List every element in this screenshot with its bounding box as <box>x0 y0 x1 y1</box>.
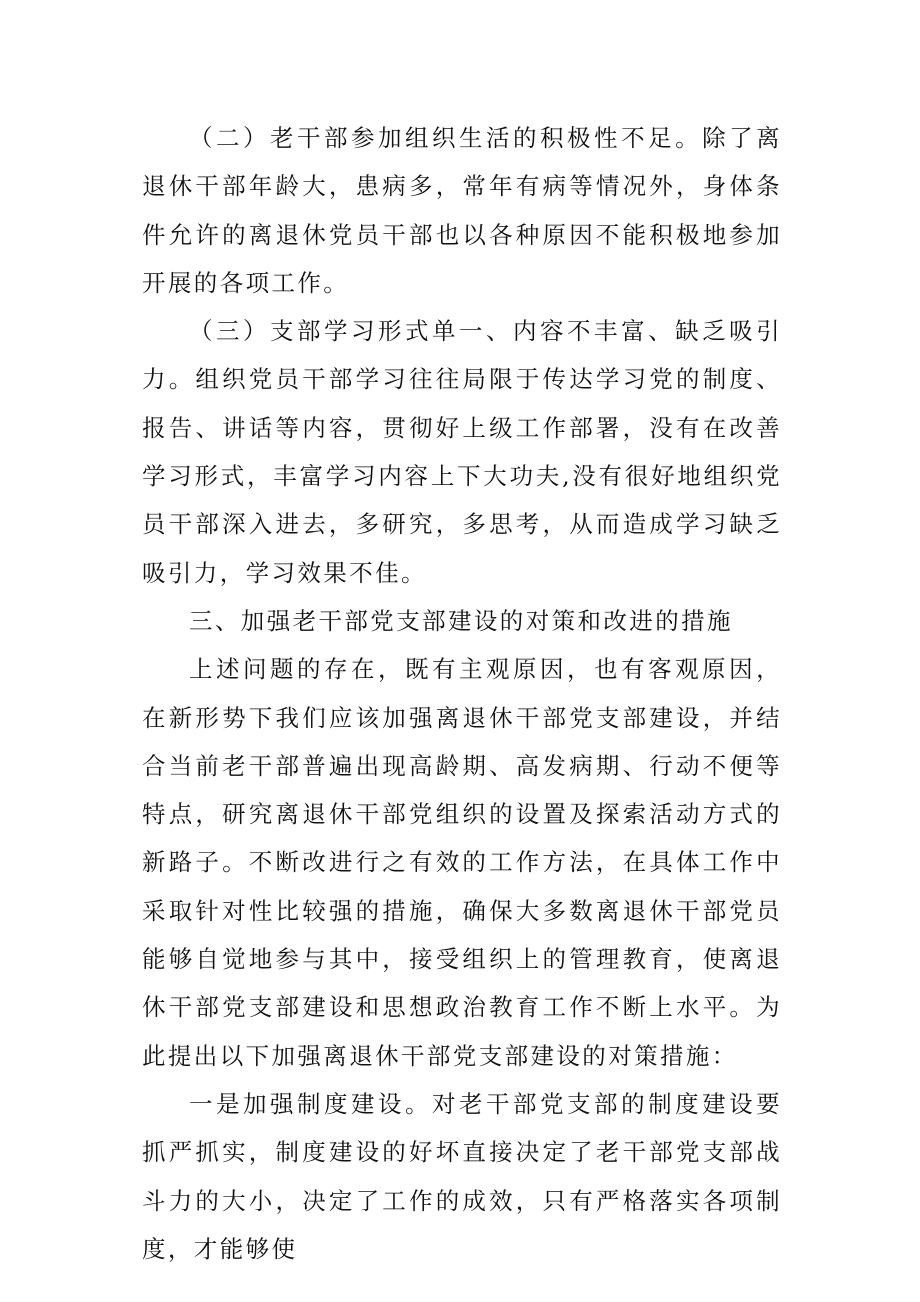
document-body <box>142 114 782 1273</box>
section-heading-3: 三、加强老干部党支部建设的对策和改进的措施 <box>189 606 733 635</box>
paragraph-item-2-participation: （二）老干部参加组织生活的积极性不足。除了离退休干部年龄大，患病多，常年有病等情况外，身体条件允许的离退休党员干部也以各种原因不能积极地参加开展的各项工作。 <box>142 124 782 297</box>
paragraph-measure-1: 一是加强制度建设。对老干部党支部的制度建设要抓严抓实，制度建设的好坏直接决定了老干部党支部战斗力的大小，决定了工作的成效，只有严格落实各项制度，才能够使 <box>142 1089 782 1263</box>
paragraph-problem-analysis: 上述问题的存在，既有主观原因，也有客观原因，在新形势下我们应该加强离退休干部党支部建设，并结合当前老干部普遍出现高龄期、高发病期、行动不便等特点，研究离退休干部党组织的设置及探索活动方式的新路子。不断改进行之有效的工作方法，在具体工作中采取针对性比较强的措施，确保大多数离退休干部党员能够自觉地参与其中，接受组织上的管理教育，使离退休干部党支部建设和思想政治教育工作不断上水平。为此提出以下加强离退休干部党支部建设的对策措施： <box>142 655 782 1070</box>
paragraph-item-3-study-form: （三）支部学习形式单一、内容不丰富、缺乏吸引力。组织党员干部学习往往局限于传达学习党的制度、报告、讲话等内容，贯彻好上级工作部署，没有在改善学习形式，丰富学习内容上下大功夫,没有很好地组织党员干部深入进去，多研究，多思考，从而造成学习缺乏吸引力，学习效果不佳。 <box>142 317 782 587</box>
